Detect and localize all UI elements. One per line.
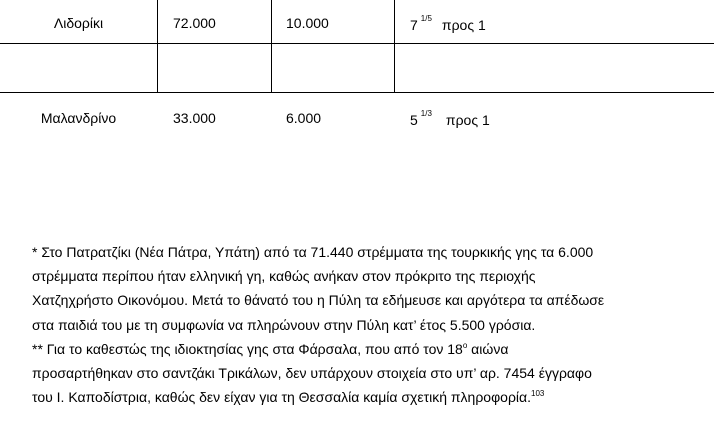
ratio-cell bbox=[410, 110, 490, 128]
ratio-text: προς 1 bbox=[445, 112, 490, 128]
ratio-whole: 5 bbox=[410, 112, 418, 128]
greek-land-cell: 6.000 bbox=[286, 110, 322, 126]
table-row bbox=[0, 0, 714, 43]
ratio-whole: 7 bbox=[410, 17, 418, 33]
footnote-line: Χατζηχρήστο Οικονόμου. Μετά το θάνατό του η Πύλη τα εδήμευσε και αργότερα τα απέδωσε bbox=[32, 292, 605, 309]
footnote-text: αιώνα bbox=[467, 340, 509, 357]
footnote-text: του Ι. Καποδίστρια, καθώς δεν είχαν για τη Θεσσαλία καμία σχετική πληροφορία. bbox=[32, 389, 532, 406]
greek-land-cell: 10.000 bbox=[286, 15, 329, 31]
place-name-cell: Μαλανδρίνο bbox=[40, 110, 117, 126]
page-clip bbox=[0, 410, 714, 431]
footnote-line: * Στο Πατρατζίκι (Νέα Πάτρα, Υπάτη) από τα 71.440 στρέμματα της τουρκικής γης τα 6.000 bbox=[32, 244, 594, 260]
footnote-line: προσαρτήθηκαν στο σαντζάκι Τρικάλων, δεν υπάρχουν στοιχεία στο υπ’ αρ. 7454 έγγραφο bbox=[32, 365, 592, 382]
place-name-cell: Λιδορίκι bbox=[53, 15, 104, 31]
table-row bbox=[0, 44, 714, 128]
row-divider bbox=[0, 92, 714, 93]
footnote-line bbox=[32, 337, 692, 361]
ratio-fraction: 1/3 bbox=[420, 109, 432, 118]
total-land-cell: 33.000 bbox=[173, 110, 216, 126]
total-land-cell: 72.000 bbox=[173, 15, 216, 31]
superscript: ο bbox=[462, 340, 468, 350]
ratio-text: προς 1 bbox=[441, 17, 486, 33]
footnotes bbox=[32, 240, 692, 409]
footnote-line bbox=[32, 385, 692, 409]
ratio-cell bbox=[410, 15, 486, 33]
footnote-text: ** Για το καθεστώς της ιδιοκτησίας γης στα Φάρσαλα, που από τον 18 bbox=[32, 340, 463, 357]
footnote-line: στρέμματα περίπου ήταν ελληνική γη, καθώς ανήκαν στον πρόκριτο της περιοχής bbox=[32, 268, 536, 285]
footnote-reference: 103 bbox=[531, 389, 545, 399]
ratio-fraction: 1/5 bbox=[420, 14, 432, 23]
footnote-line: στα παιδιά του με τη συμφωνία να πληρώνουν στην Πύλη κατ’ έτος 5.500 γρόσια. bbox=[32, 316, 536, 333]
